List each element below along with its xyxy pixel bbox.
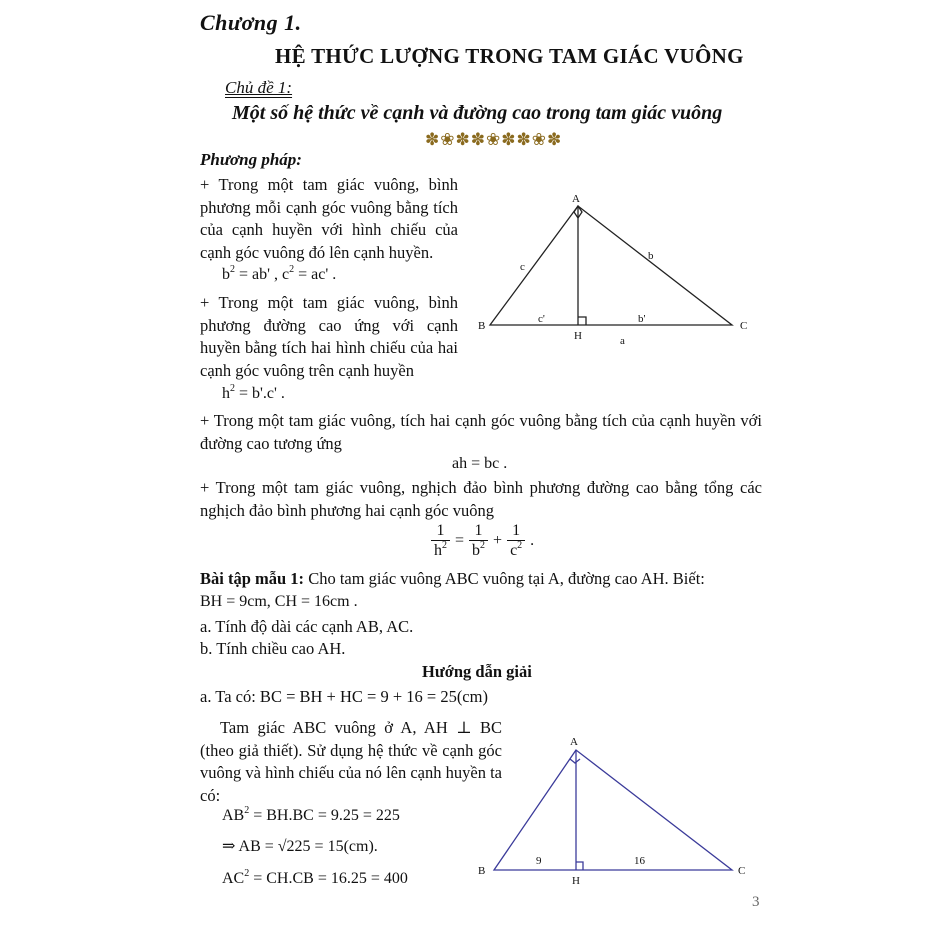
vertex-label-c: C bbox=[740, 320, 748, 332]
solution-eq-1: $AB^2 = BH.BC = 9.25 = 225$ bbox=[222, 805, 400, 824]
rule-4-formula: $\frac{1}{h^2}$ = $\frac{1}{b^2}$ + $\frac{1}{c^2}$ . bbox=[430, 522, 534, 561]
right-triangle-figure-1 bbox=[470, 190, 760, 350]
exercise-statement: Bài tập mẫu 1: Cho tam giác vuông ABC vuông tại A, đường cao AH. Biết: bbox=[200, 569, 705, 588]
solution-eq-3: $AC^2 = CH.CB = 16.25 = 400$ bbox=[222, 868, 408, 887]
method-heading: Phương pháp: bbox=[200, 150, 302, 169]
segment-label-bh: 9 bbox=[536, 855, 542, 867]
solution-paragraph: Tam giác ABC vuông ở A, AH ⊥ BC (theo giả thiết). Sử dụng hệ thức về cạnh góc vuông và hình chiếu của nó lên cạnh huyền ta có: bbox=[200, 718, 502, 805]
question-a: a. Tính độ dài các cạnh AB, AC. bbox=[200, 617, 414, 636]
rule-3-formula: ah = bc . bbox=[452, 455, 508, 472]
triangle-abc bbox=[494, 750, 732, 870]
solution-step-a: a. Ta có: BC = BH + HC = 9 + 16 = 25(cm) bbox=[200, 687, 488, 706]
segment-label-b-prime: b' bbox=[638, 313, 646, 325]
question-b: b. Tính chiều cao AH. bbox=[200, 639, 346, 658]
right-angle-mark-a bbox=[570, 759, 580, 763]
rule-2-text: + Trong một tam giác vuông, bình phương đường cao ứng với cạnh huyền bằng tích hai hình chiếu của hai cạnh góc vuông trên cạnh huyền bbox=[200, 293, 458, 380]
solution-eq-2: ⇒ AB = √225 = 15(cm). bbox=[222, 838, 378, 855]
segment-label-hc: 16 bbox=[634, 855, 645, 867]
right-triangle-figure-2 bbox=[470, 732, 760, 892]
side-label-b: b bbox=[648, 250, 654, 262]
page-title: HỆ THỨC LƯỢNG TRONG TAM GIÁC VUÔNG bbox=[275, 44, 744, 68]
topic-title: Một số hệ thức về cạnh và đường cao trong tam giác vuông bbox=[232, 102, 723, 124]
rule-1-formula: $b^2 = ab'$ , $c^2 = ac'$ . bbox=[222, 264, 337, 283]
chapter-heading: Chương 1. bbox=[200, 10, 302, 35]
triangle-abc bbox=[490, 206, 732, 325]
rule-3-text: + Trong một tam giác vuông, tích hai cạnh góc vuông bằng tích của cạnh huyền với đường cao tương ứng bbox=[200, 411, 762, 453]
right-angle-mark-h bbox=[576, 862, 583, 870]
side-label-c: c bbox=[520, 261, 525, 273]
vertex-label-h: H bbox=[574, 330, 582, 342]
side-label-a: a bbox=[620, 335, 625, 347]
vertex-label-c: C bbox=[738, 865, 746, 877]
rule-2-formula: $h^2 = b'.c'$ . bbox=[222, 383, 285, 402]
rule-1-text: + Trong một tam giác vuông, bình phương mỗi cạnh góc vuông bằng tích của cạnh huyền với hình chiếu của cạnh góc vuông đó lên cạnh huyền. bbox=[200, 175, 458, 262]
vertex-label-a: A bbox=[572, 193, 580, 205]
right-angle-mark-h bbox=[578, 317, 586, 325]
vertex-label-a: A bbox=[570, 736, 578, 748]
topic-label: Chủ đề 1: bbox=[225, 78, 293, 97]
rule-4-text: + Trong một tam giác vuông, nghịch đảo bình phương đường cao bằng tổng các nghịch đảo bình phương hai cạnh góc vuông bbox=[200, 478, 762, 520]
segment-label-c-prime: c' bbox=[538, 313, 545, 325]
vertex-label-b: B bbox=[478, 865, 486, 877]
solution-heading: Hướng dẫn giải bbox=[422, 662, 532, 681]
page-number: 3 bbox=[752, 894, 760, 910]
ornament-divider: ✽❀✽✽❀✽✽❀✽ bbox=[425, 130, 563, 149]
vertex-label-h: H bbox=[572, 875, 580, 887]
vertex-label-b: B bbox=[478, 320, 486, 332]
exercise-given: BH = 9cm, CH = 16cm . bbox=[200, 593, 358, 610]
